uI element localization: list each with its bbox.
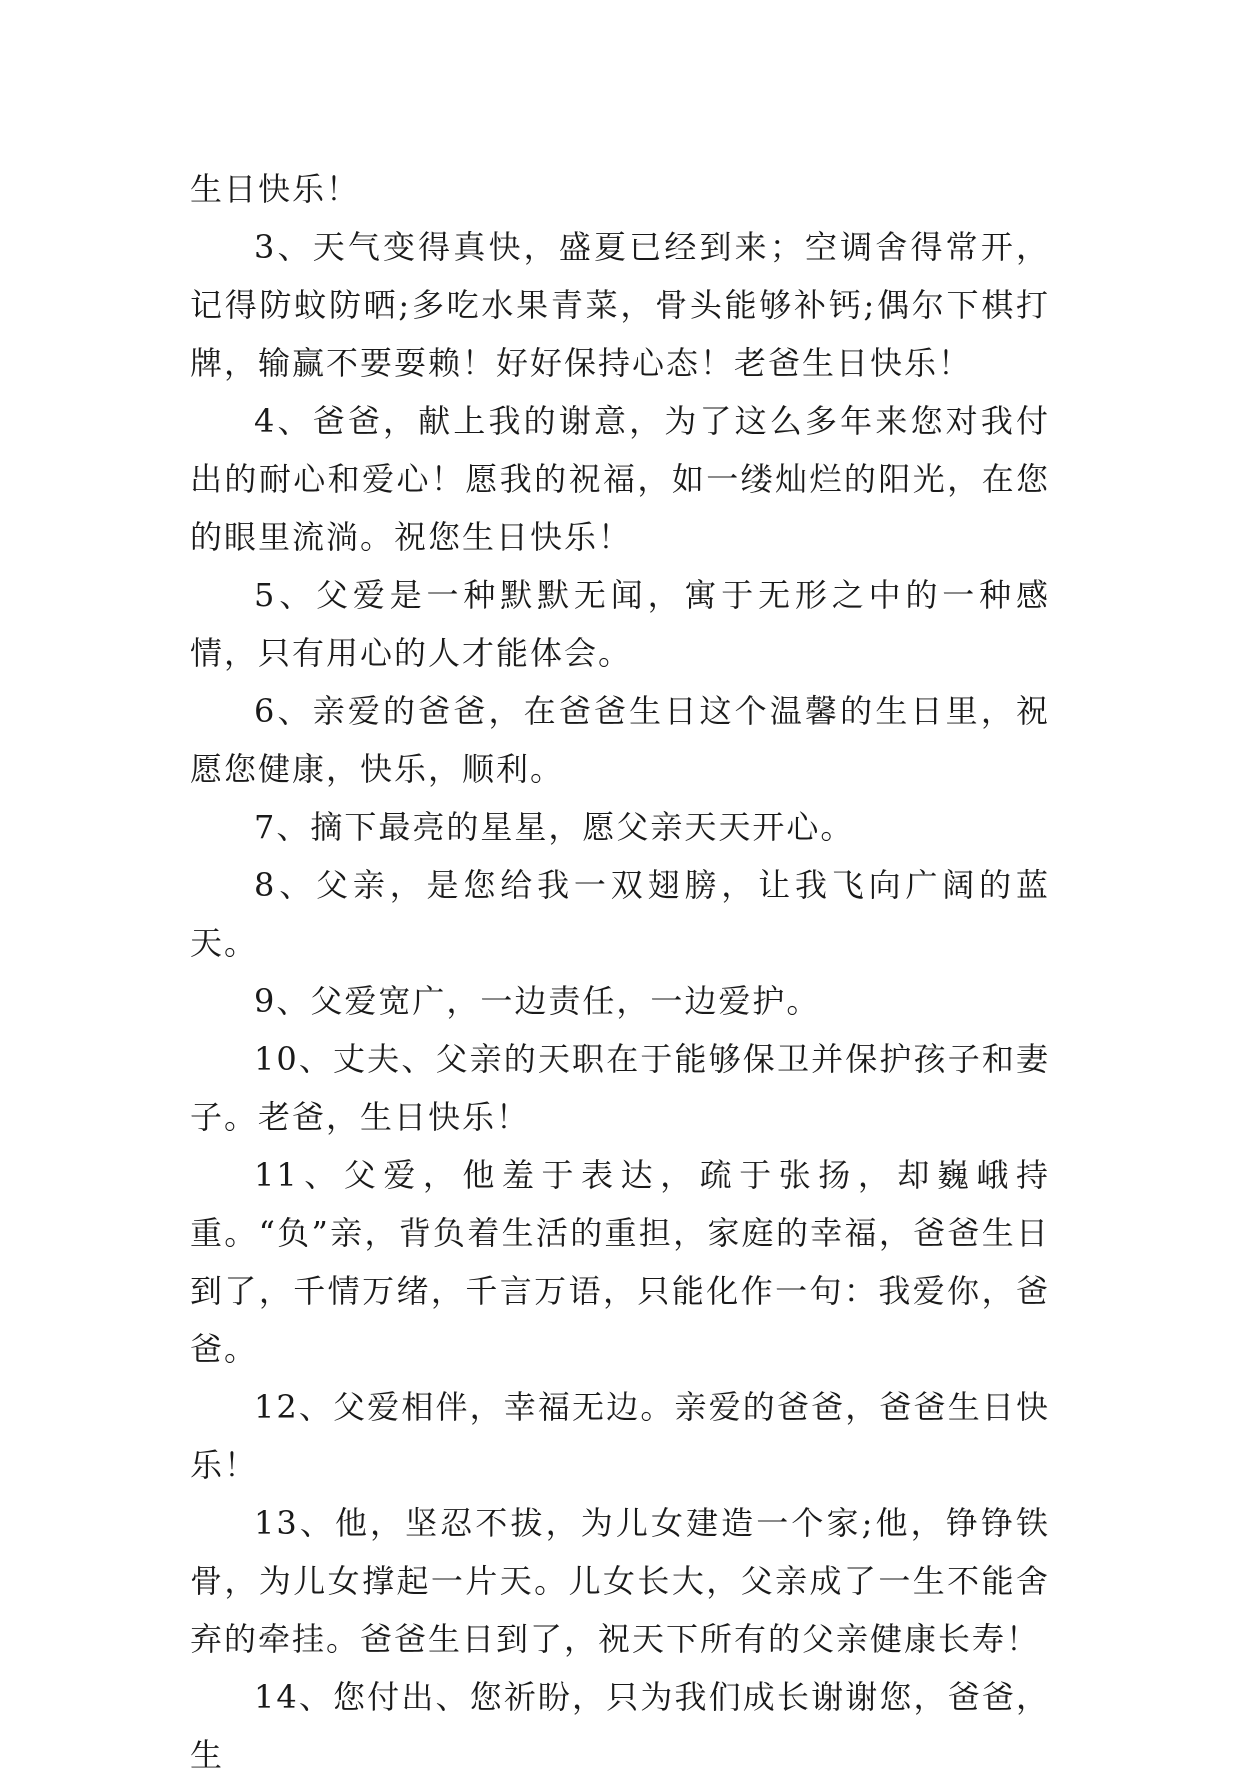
paragraph-5: 5、父爱是一种默默无闻，寓于无形之中的一种感情，只有用心的人才能体会。 — [190, 576, 1050, 672]
paragraph-8: 8、父亲，是您给我一双翅膀，让我飞向广阔的蓝天。 — [190, 866, 1050, 962]
paragraph-0: 生日快乐！ — [190, 170, 361, 208]
paragraph-11: 11、父爱，他羞于表达，疏于张扬，却巍峨持重。“负”亲，背负着生活的重担，家庭的幸福，爸爸生日到了，千情万绪，千言万语，只能化作一句：我爱你，爸爸。 — [190, 1156, 1050, 1368]
paragraph-3: 3、天气变得真快，盛夏已经到来；空调舍得常开，记得防蚊防晒;多吃水果青菜，骨头能够补钙;偶尔下棋打牌，输赢不要耍赖！好好保持心态！老爸生日快乐！ — [190, 228, 1050, 382]
paragraph-10: 10、丈夫、父亲的天职在于能够保卫并保护孩子和妻子。老爸，生日快乐！ — [190, 1040, 1050, 1136]
paragraph-12: 12、父爱相伴，幸福无边。亲爱的爸爸，爸爸生日快乐！ — [190, 1388, 1050, 1484]
paragraph-9: 9、父爱宽广，一边责任，一边爱护。 — [254, 982, 821, 1020]
paragraph-7: 7、摘下最亮的星星，愿父亲天天开心。 — [254, 808, 855, 846]
paragraph-13: 13、他，坚忍不拔，为儿女建造一个家;他，铮铮铁骨，为儿女撑起一片天。儿女长大，父亲成了一生不能舍弃的牵挂。爸爸生日到了，祝天下所有的父亲健康长寿！ — [190, 1504, 1050, 1658]
document-body — [190, 160, 1050, 1784]
paragraph-6: 6、亲爱的爸爸，在爸爸生日这个温馨的生日里，祝愿您健康，快乐，顺利。 — [190, 692, 1050, 788]
paragraph-14: 14、您付出、您祈盼，只为我们成长谢谢您，爸爸，生 — [190, 1678, 1050, 1774]
paragraph-4: 4、爸爸，献上我的谢意，为了这么多年来您对我付出的耐心和爱心！愿我的祝福，如一缕灿烂的阳光，在您的眼里流淌。祝您生日快乐！ — [190, 402, 1050, 556]
